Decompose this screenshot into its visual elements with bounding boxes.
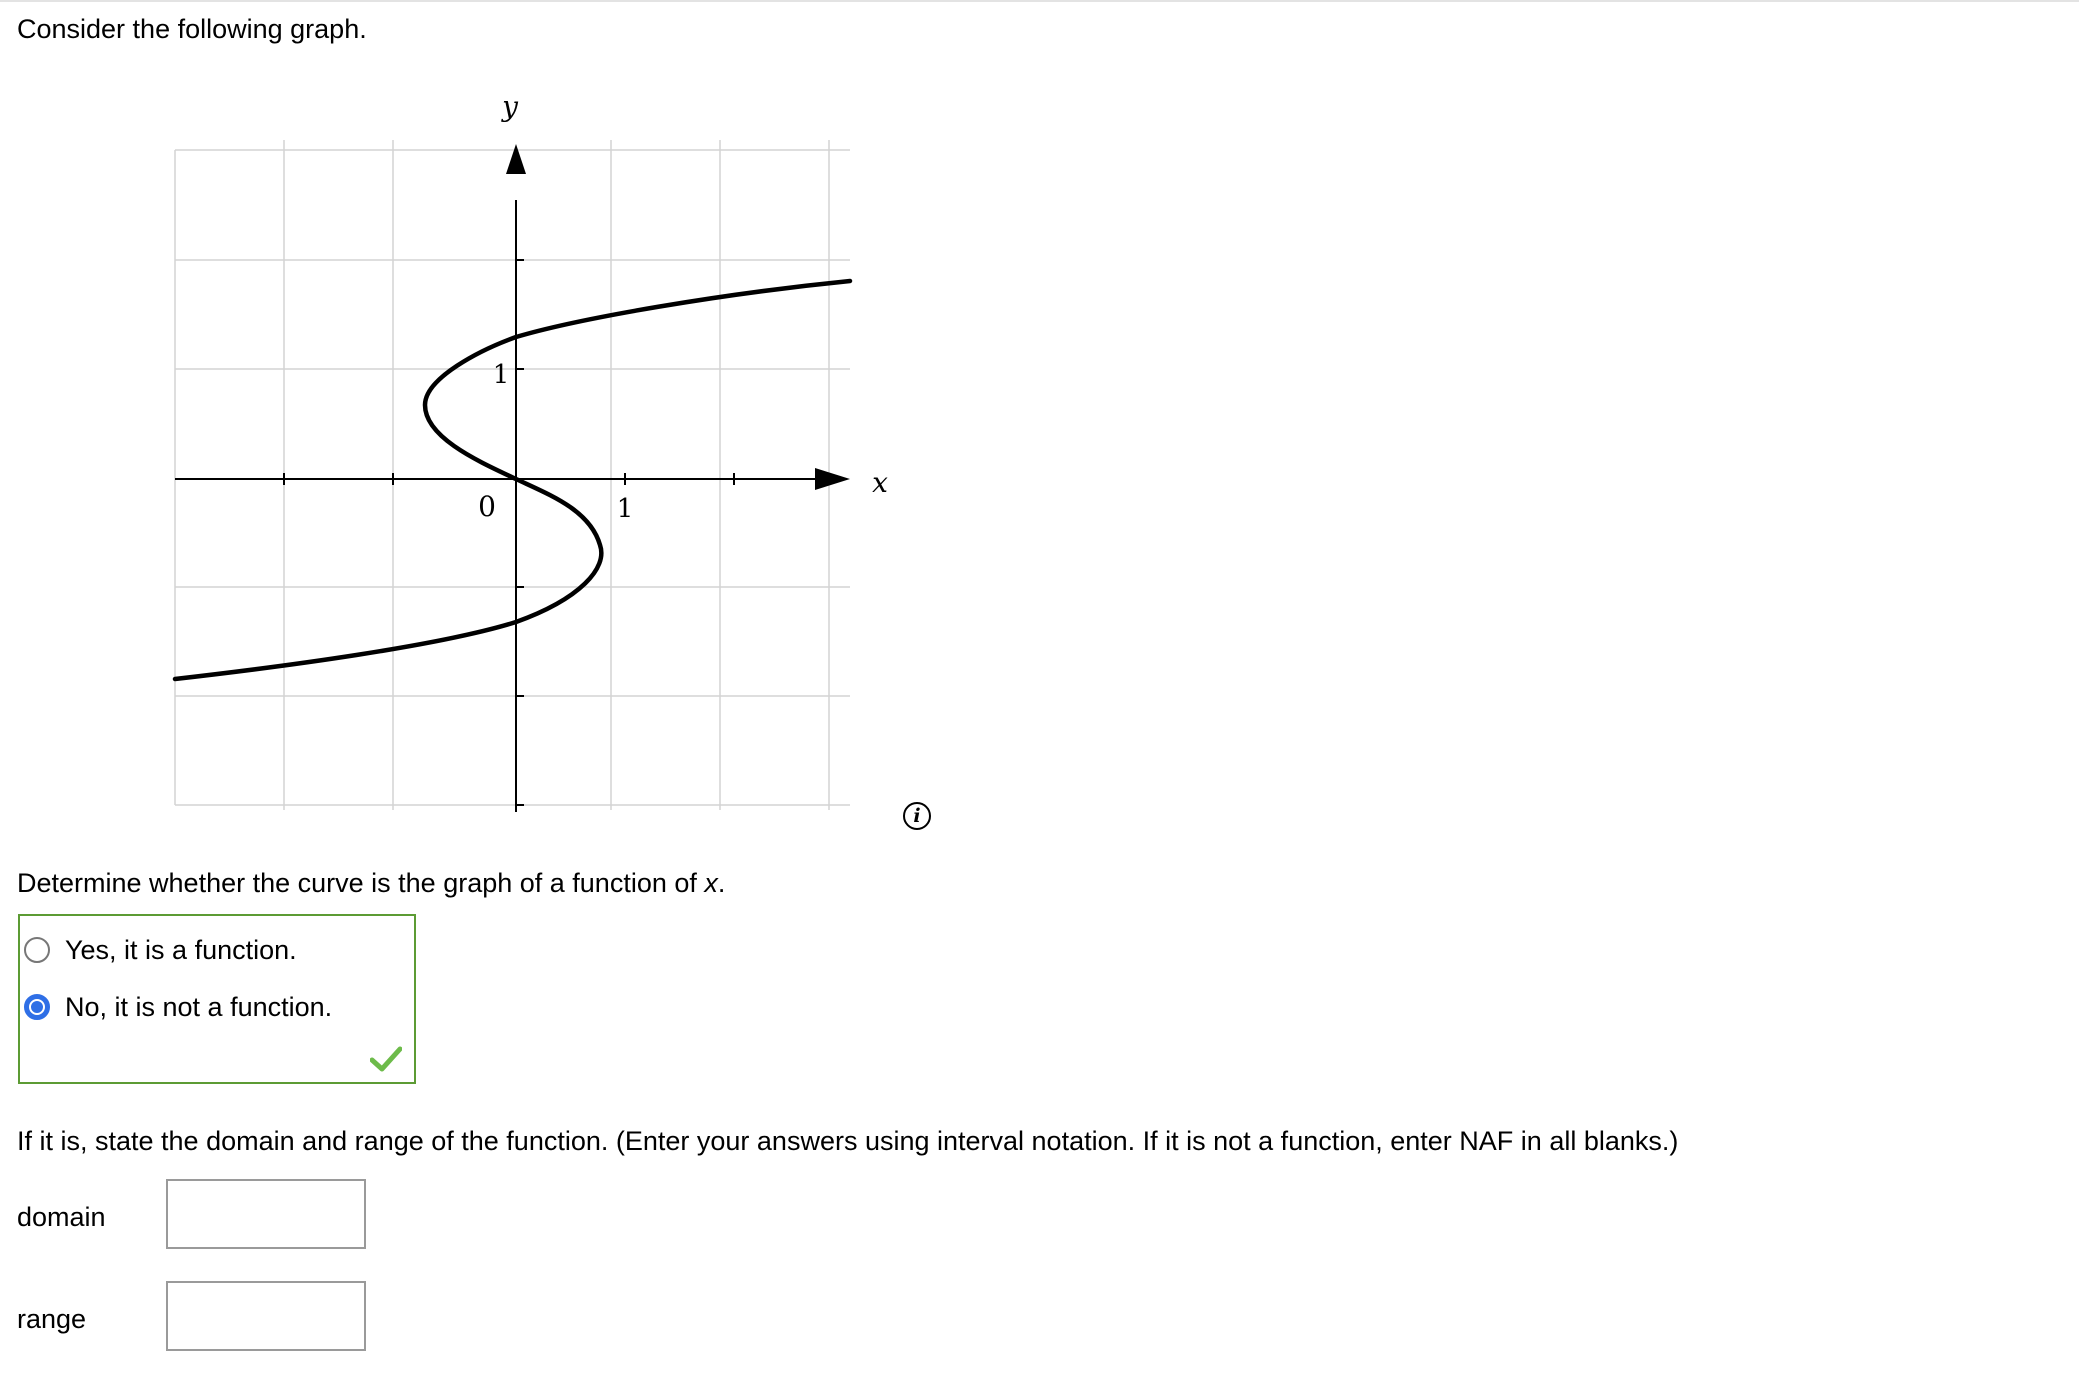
x-tick-label: 1 xyxy=(616,494,634,524)
y-tick-label: 1 xyxy=(492,360,510,390)
question-body: Determine whether the curve is the graph of a function of xyxy=(17,868,705,898)
answer-choices xyxy=(18,914,416,1084)
instructions-text: If it is, state the domain and range of the function. (Enter your answers using interval notation. If it is not a function, enter NAF in all blanks.) xyxy=(17,1126,1679,1156)
check-icon xyxy=(370,1046,402,1072)
graph xyxy=(160,90,960,830)
question-variable: x xyxy=(704,868,718,898)
x-axis-label: x xyxy=(872,466,888,499)
range-input[interactable] xyxy=(166,1281,366,1351)
top-divider xyxy=(0,0,2079,2)
choice-yes-label: Yes, it is a function. xyxy=(65,934,297,965)
range-label: range xyxy=(17,1304,87,1334)
prompt-text: Consider the following graph. xyxy=(17,14,367,44)
radio-no-selected[interactable] xyxy=(24,994,50,1020)
x-axis-arrow xyxy=(815,468,850,490)
y-axis-label: y xyxy=(502,90,518,123)
y-axis-arrow xyxy=(506,144,526,174)
info-icon[interactable]: i xyxy=(903,802,931,830)
domain-input[interactable] xyxy=(166,1179,366,1249)
choice-no-label: No, it is not a function. xyxy=(65,991,333,1022)
radio-yes[interactable] xyxy=(24,937,50,963)
choice-yes[interactable] xyxy=(24,932,297,968)
origin-label: 0 xyxy=(478,490,496,523)
choice-no[interactable] xyxy=(24,989,332,1025)
question-end: . xyxy=(717,868,726,898)
domain-label: domain xyxy=(17,1202,106,1232)
question-text xyxy=(17,868,725,899)
